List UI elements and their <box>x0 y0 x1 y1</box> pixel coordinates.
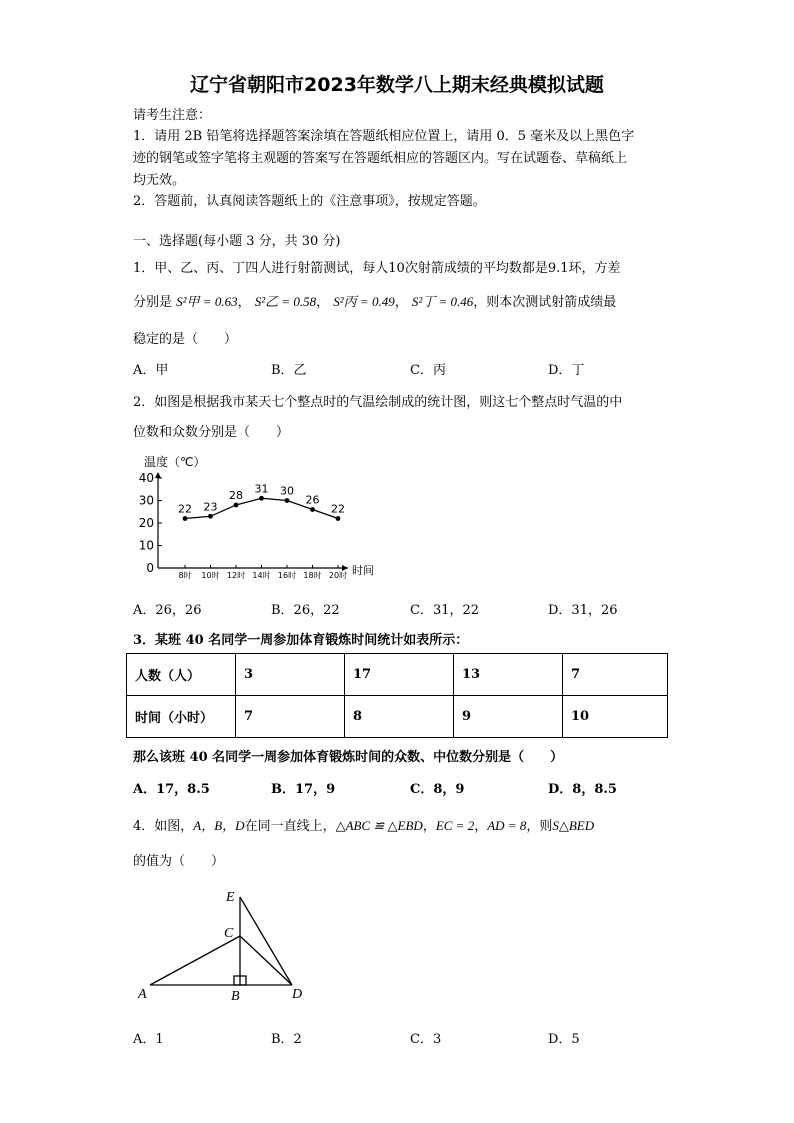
y-tick-label: 0 <box>146 561 154 575</box>
x-tick-label: 8时 <box>178 571 192 580</box>
q3-option-b: B．17，9 <box>271 782 336 797</box>
x-tick-label: 14时 <box>252 571 271 580</box>
q1-variance-ding: S²丁 = 0.46 <box>411 294 474 309</box>
q2-line-1: 2．如图是根据我市某天七个整点时的气温绘制成的统计图，则这七个整点时气温的中 <box>133 395 623 410</box>
y-tick-label: 10 <box>138 538 154 553</box>
label-b: B <box>231 989 240 1004</box>
page-title: 辽宁省朝阳市2023年数学八上期末经典模拟试题 <box>190 74 604 96</box>
table-row <box>127 654 668 696</box>
label-e: E <box>226 890 235 905</box>
y-tick-label: 40 <box>138 471 154 485</box>
data-label: 31 <box>254 482 269 496</box>
data-point <box>234 503 239 508</box>
notice-line-3: 均无效。 <box>133 173 186 188</box>
q1-variance-yi: S²乙 = 0.58 <box>254 294 317 309</box>
table-cell: 13 <box>454 654 563 696</box>
q1-option-c: C．丙 <box>410 363 446 378</box>
y-tick-label: 20 <box>138 516 154 530</box>
q2-option-b: B．26，22 <box>271 603 340 618</box>
y-axis-arrow <box>155 472 161 478</box>
q4-option-b: B．2 <box>271 1032 302 1047</box>
x-tick-label: 10时 <box>201 571 220 580</box>
data-label: 26 <box>305 493 320 507</box>
q4-option-a: A．1 <box>133 1032 164 1047</box>
q3-option-d: D．8，8.5 <box>548 782 617 797</box>
q2-line-2: 位数和众数分别是（ ） <box>133 425 290 440</box>
x-tick-label: 20时 <box>328 571 348 580</box>
q1-prefix: 分别是 <box>133 295 173 310</box>
q1-line-3: 稳定的是（ ） <box>133 332 238 347</box>
q4-line-2: 的值为（ ） <box>133 854 225 869</box>
x-tick-label: 12时 <box>226 571 246 580</box>
notice-line-1: 1．请用 2B 铅笔将选择题答案涂填在答题纸相应位置上，请用 0．5 毫米及以上黑色字 <box>133 129 635 144</box>
table-cell: 7 <box>236 696 345 738</box>
q4-line-1: 4．如图，A，B，D在同一直线上，△ABC ≌ △EBD，EC = 2，AD = 8，则S△BED <box>133 818 595 834</box>
table-cell: 8 <box>345 696 454 738</box>
table-cell: 3 <box>236 654 345 696</box>
data-point <box>183 516 188 521</box>
data-label: 23 <box>203 500 218 514</box>
q4-points: A，B，D <box>193 818 245 833</box>
table-cell: 人数（人） <box>127 654 236 696</box>
label-d: D <box>292 987 303 1002</box>
q1-line-2: 分别是 S²甲 = 0.63， S²乙 = 0.58， S²丙 = 0.49， S²丁 = 0.46，则本次测试射箭成绩最 <box>133 294 617 310</box>
table-cell: 17 <box>345 654 454 696</box>
data-label: 22 <box>331 502 345 516</box>
chart-ylabel: 温度（℃） <box>144 455 206 469</box>
data-point <box>310 507 315 512</box>
q3-option-c: C．8，9 <box>410 782 465 797</box>
label-c: C <box>224 926 234 941</box>
data-point <box>336 516 341 521</box>
q2-option-c: C．31，22 <box>410 603 480 618</box>
data-label: 30 <box>280 484 294 498</box>
q4-mid: 在同一直线上， <box>244 819 336 834</box>
section-heading: 一、选择题(每小题 3 分，共 30 分) <box>133 234 341 249</box>
data-point <box>208 514 213 519</box>
q4-ad: AD = 8 <box>487 818 527 833</box>
q3-table <box>126 653 668 738</box>
table-cell: 10 <box>563 696 668 738</box>
q1-option-b: B．乙 <box>271 363 307 378</box>
x-tick-label: 16时 <box>277 571 297 580</box>
notice-line-4: 2．答题前，认真阅读答题纸上的《注意事项》，按规定答题。 <box>133 194 486 209</box>
data-point <box>285 498 290 503</box>
notice-line-2: 迹的钢笔或签字笔将主观题的答案写在答题纸相应的答题区内。写在试题卷、草稿纸上 <box>133 151 628 166</box>
q4-post: ，则 <box>526 819 553 834</box>
table-cell: 时间（小时） <box>127 696 236 738</box>
q4-area: S△BED <box>552 818 595 833</box>
x-tick-label: 18时 <box>303 571 322 580</box>
q2-option-d: D．31，26 <box>548 603 618 618</box>
q4-congruence: △ABC ≌ △EBD <box>335 818 423 833</box>
q4-option-d: D．5 <box>548 1032 580 1047</box>
y-tick-label: 30 <box>138 493 154 508</box>
data-label: 22 <box>178 502 192 516</box>
q2-option-a: A．26，26 <box>133 603 202 618</box>
q3-option-a: A．17，8.5 <box>133 782 210 797</box>
q1-suffix: ，则本次测试射箭成绩最 <box>473 295 617 310</box>
q3-line-2: 那么该班 40 名同学一周参加体育锻炼时间的众数、中位数分别是（ ） <box>133 750 564 765</box>
q1-variance-bing: S²丙 = 0.49 <box>333 294 395 309</box>
temperature-line-chart <box>130 448 390 588</box>
notice-heading: 请考生注意： <box>133 108 212 123</box>
chart-xlabel: 时间 <box>352 564 374 577</box>
table-cell: 9 <box>454 696 563 738</box>
data-label: 28 <box>229 489 243 502</box>
triangle-figure <box>130 885 320 1005</box>
data-point <box>259 496 264 501</box>
q4-ec: EC = 2 <box>435 818 475 833</box>
q1-variance-jia: S²甲 = 0.63 <box>176 294 238 309</box>
table-row <box>127 696 668 738</box>
label-a: A <box>138 987 147 1002</box>
q4-option-c: C．3 <box>410 1032 442 1047</box>
q4-prefix: 4．如图， <box>133 819 194 834</box>
q1-option-d: D．丁 <box>548 363 585 378</box>
q1-option-a: A．甲 <box>133 363 169 378</box>
q3-line-1: 3．某班 40 名同学一周参加体育锻炼时间统计如表所示： <box>133 633 469 648</box>
table-cell: 7 <box>563 654 668 696</box>
q1-line-1: 1．甲、乙、丙、丁四人进行射箭测试，每人10次射箭成绩的平均数都是9.1环，方差 <box>133 261 621 276</box>
